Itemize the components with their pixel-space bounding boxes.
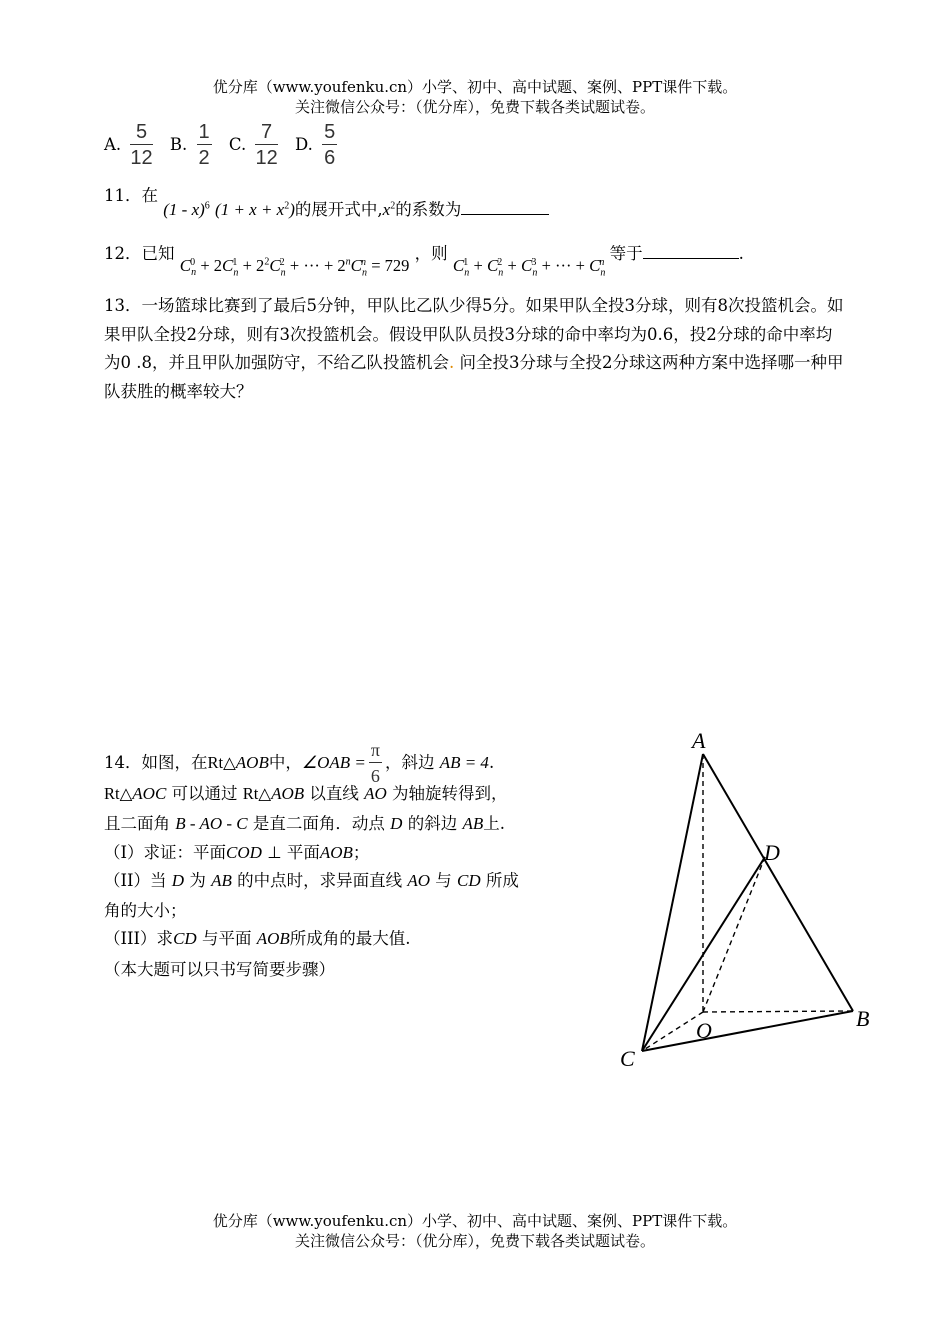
math: COD (226, 843, 262, 862)
q12-end: . (738, 244, 744, 263)
option-label: D. (294, 135, 313, 154)
footer-line-2: 关注微信公众号：（优分库），免费下载各类试题试卷。 (294, 1232, 655, 1250)
math: CD (173, 929, 197, 948)
q14-line-6 (104, 897, 187, 921)
math: AB = 4 (439, 753, 489, 772)
label-a: A (692, 728, 706, 753)
q14-part-3 (104, 925, 410, 949)
text: . (488, 753, 495, 772)
exponent: 2 (390, 200, 396, 212)
q10-option-d (294, 121, 341, 169)
text: 所成 (485, 871, 519, 890)
angle-expr: ∠OAB = (301, 753, 366, 772)
variable: x (382, 200, 391, 219)
q10-option-b (169, 121, 221, 169)
perp-symbol: ⊥ (267, 843, 282, 862)
q10-options (104, 120, 341, 171)
text: （III）求 (104, 929, 174, 948)
q11 (104, 182, 549, 219)
question-number: 12． (104, 244, 142, 263)
q11-expression (163, 200, 549, 219)
edge-ab (703, 754, 853, 1011)
text: 为 (189, 871, 206, 890)
q14-part-2 (104, 867, 519, 891)
edge-cb (642, 1011, 853, 1051)
numerator: 5 (324, 121, 336, 143)
label-c: C (620, 1046, 635, 1071)
edge-od-dashed (703, 857, 765, 1012)
math: AOB (319, 843, 353, 862)
text: 的斜边 (407, 814, 458, 833)
edge-ac (642, 754, 703, 1051)
q12-mid: ，则 (414, 244, 448, 263)
q13-text-a: 13．一场篮球比赛到了最后5分钟，甲队比乙队少得5分。如果甲队全投3分球，则有8次投篮机会。如果甲队全投2分球，则有3次投篮机会。假设甲队队员投3分球的命中率均为0.6，投2分球的命中率均为0 .8，并且甲队加强防守，不给乙队投篮机会 (104, 296, 844, 372)
q11-suffix: 的系数为 (395, 200, 462, 219)
q11-prefix: 在 (141, 186, 158, 205)
math: AOB (235, 753, 269, 772)
header-line-1: 优分库（www.youfenku.cn）小学、初中、高中试题、案例、PPT课件下载。 (212, 78, 738, 96)
q10-option-a (104, 121, 162, 169)
text: 所成角的最大值. (289, 929, 411, 948)
denominator: 12 (130, 147, 153, 169)
text: 可以通过 (171, 784, 238, 803)
math: CD (457, 871, 481, 890)
math: B - AO - C (175, 814, 248, 833)
text: 与 (435, 871, 452, 890)
text: 且二面角 (104, 814, 170, 833)
text: ，斜边 (384, 753, 435, 772)
text: 是直二面角．动点 (252, 814, 385, 833)
q13-paragraph (104, 292, 844, 406)
fraction (197, 120, 212, 171)
q14-note (104, 956, 335, 980)
exponent: 2 (284, 200, 290, 212)
expr-c: ) (289, 200, 295, 219)
math: AB (211, 871, 232, 890)
numerator: 5 (130, 120, 152, 145)
math: AB (462, 814, 484, 833)
q12 (104, 240, 744, 279)
q12-equals: = 729 (371, 256, 410, 275)
label-d: D (764, 840, 780, 865)
text: 以直线 (309, 784, 359, 803)
q14-part-1 (104, 839, 369, 863)
q11-mid: 的展开式中, (294, 200, 383, 219)
math: D (171, 871, 185, 890)
text: 与平面 (201, 929, 252, 948)
text: （II）当 (104, 871, 167, 890)
text: 为轴旋转得到， (392, 784, 508, 803)
numerator: 1 (198, 121, 210, 143)
math: AOC (132, 784, 167, 803)
text: 的中点时，求异面直线 (237, 871, 403, 890)
q14-line-3 (104, 810, 505, 834)
label-b: B (856, 1006, 870, 1031)
q13-text-b: 问全投3分球与全投2分球这两种方案中选择哪一种甲队获胜的概率较大？ (104, 353, 844, 401)
rt-symbol: Rt△ (207, 753, 236, 772)
numerator: 7 (255, 120, 277, 145)
fraction (130, 120, 152, 171)
option-label: A. (104, 135, 122, 154)
denominator: 2 (198, 147, 210, 169)
rt-symbol: Rt△ (242, 784, 272, 803)
tetrahedron-figure (600, 720, 900, 1080)
option-label: B. (169, 135, 188, 154)
text: （I）求证：平面 (104, 843, 227, 862)
text: 角的大小； (104, 901, 187, 920)
fraction (255, 120, 277, 171)
q12-suffix: 等于 (609, 244, 643, 263)
edge-ob-dashed (703, 1011, 853, 1012)
answer-blank (461, 214, 549, 215)
q13-dot: . (449, 353, 455, 372)
label-o: O (696, 1018, 712, 1043)
math: D (390, 814, 403, 833)
math: AOB (271, 784, 305, 803)
text: 中， (268, 753, 302, 772)
q12-prefix: 已知 (141, 244, 175, 263)
rt-symbol: Rt△ (104, 784, 133, 803)
text: 上. (483, 814, 505, 833)
q14-line-2 (104, 780, 508, 804)
q10-option-c (228, 121, 287, 169)
expr-a: (1 - x) (163, 200, 205, 219)
q12-target-expression: $C_n^1 + C_n^2 + C_n^3$ + ··· + $C_n^n$ (452, 256, 606, 279)
q12-sum-expression: $C_n^0 + 2C_n^1 + 2^2C_n^2$ + ··· + $2^nC_n^n = 729$ (179, 256, 410, 279)
denominator: 12 (255, 147, 278, 169)
footer-line-1: 优分库（www.youfenku.cn）小学、初中、高中试题、案例、PPT课件下载。 (212, 1212, 738, 1230)
math: AO (407, 871, 431, 890)
question-number: 11． (104, 186, 142, 205)
text: ； (352, 843, 370, 862)
option-label: C. (228, 135, 247, 154)
header-line-2: 关注微信公众号：（优分库），免费下载各类试题试卷。 (294, 98, 655, 116)
numerator: π (369, 738, 382, 763)
answer-blank (643, 258, 739, 259)
denominator: 6 (370, 766, 380, 786)
math: AO (364, 784, 387, 803)
fraction (322, 120, 337, 171)
math: AOB (256, 929, 290, 948)
text: （本大题可以只书写简要步骤） (104, 960, 335, 979)
text: 14．如图，在 (104, 753, 208, 772)
expr-b: (1 + x + x (215, 200, 285, 219)
denominator: 6 (324, 147, 336, 169)
exponent: 6 (204, 200, 210, 212)
text: 平面 (286, 843, 320, 862)
